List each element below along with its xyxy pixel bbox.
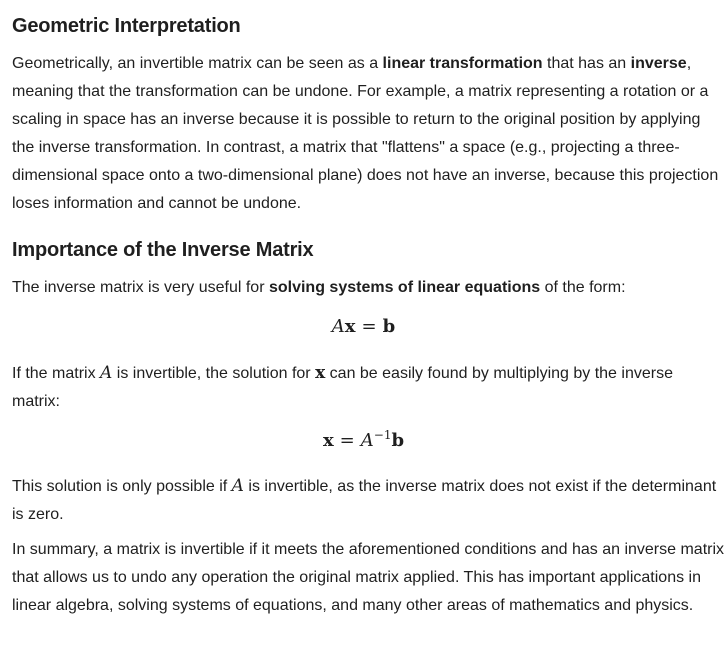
heading-geometric-interpretation: Geometric Interpretation xyxy=(12,15,241,37)
math-symbol: A xyxy=(331,316,345,337)
math-symbol: A xyxy=(231,476,244,496)
math-symbol: b xyxy=(391,430,405,451)
text: is invertible, the solution for xyxy=(112,365,316,382)
text: is invertible, as the inverse matrix does not exist if the determinant is zero. xyxy=(12,478,717,523)
paragraph-condition xyxy=(12,472,724,529)
text: can be easily found by multiplying by the inverse matrix: xyxy=(12,365,673,410)
paragraph-solution xyxy=(12,359,724,416)
math-symbol: x xyxy=(315,363,326,383)
math-symbol: x xyxy=(322,430,334,451)
bold-text: solving systems of linear equations xyxy=(268,279,541,296)
heading-importance: Importance of the Inverse Matrix xyxy=(12,239,314,261)
math-operator: = xyxy=(361,316,377,337)
paragraph-geometric xyxy=(12,50,724,218)
text: This solution is only possible if xyxy=(12,478,232,495)
paragraph-summary: In summary, a matrix is invertible if it meets the aforementioned conditions and has an inverse matrix that allows us to undo any operation the original matrix applied. This has important applications in linear algebra, solving systems of equations, and many other areas of mathematics and physics. xyxy=(12,541,725,614)
math-operator: = xyxy=(339,430,355,451)
math-symbol: A xyxy=(100,363,113,383)
text: , meaning that the transformation can be undone. For example, a matrix representing a rotation or a scaling in space has an inverse because it is possible to return to the original position by applying the inverse transformation. In contrast, a matrix that "flattens" a space (e.g., projecting a three-dimensional space onto a two-dimensional plane) does not have an inverse, because this projection loses information and cannot be undone. xyxy=(12,55,719,212)
text: The inverse matrix is very useful for xyxy=(12,279,269,296)
math-superscript: −1 xyxy=(373,428,392,442)
equation-ax-equals-b xyxy=(0,316,727,337)
math-symbol: b xyxy=(382,316,396,337)
equation-x-equals-ainv-b xyxy=(0,428,727,451)
text: If the matrix xyxy=(12,365,101,382)
text: Geometrically, an invertible matrix can be seen as a xyxy=(12,55,383,72)
text: of the form: xyxy=(540,279,626,296)
bold-text: linear transformation xyxy=(382,55,543,72)
text: that has an xyxy=(542,55,631,72)
paragraph-importance-intro xyxy=(12,274,724,302)
math-symbol: x xyxy=(344,316,356,337)
bold-text: inverse xyxy=(630,55,687,72)
math-symbol: A xyxy=(360,430,374,451)
